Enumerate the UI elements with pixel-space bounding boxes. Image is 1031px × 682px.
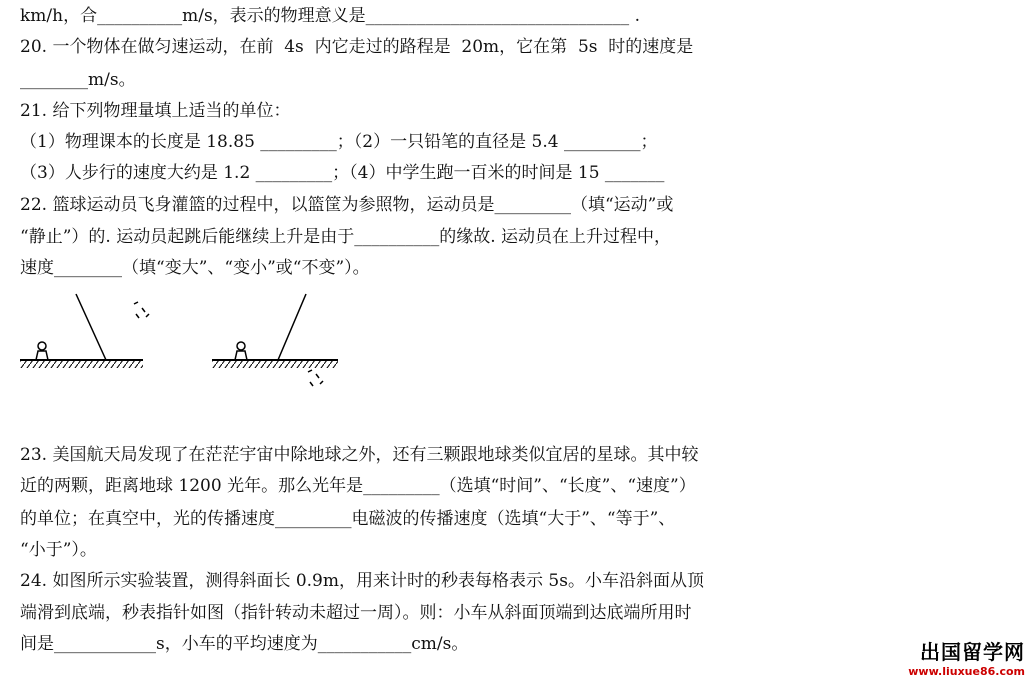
text-line: 24. 如图所示实验装置，测得斜面长 0.9m，用来计时的秒表每格表示 5s。小车沿斜面从顶 <box>20 571 704 591</box>
text-line: 20. 一个物体在做匀速运动，在前 4s 内它走过的路程是 20m，它在第 5s 时的速度是 <box>20 37 694 57</box>
cart-icon <box>235 342 247 360</box>
text-line: “静止”）的. 运动员起跳后能继续上升是由于__________的缘故. 运动员在上升过程中， <box>20 227 671 247</box>
text-line: 22. 篮球运动员飞身灌篮的过程中，以篮筐为参照物，运动员是_________（填“运动”或 <box>20 195 674 215</box>
ramp-line <box>278 294 306 360</box>
text-line: 速度________（填“变大”、“变小”或“不变”）。 <box>20 258 370 278</box>
watermark-logo: 出国留学网 <box>920 640 1025 664</box>
ball-fragments-icon <box>134 302 149 318</box>
site-watermark <box>908 636 1025 678</box>
text-line: 端滑到底端，秒表指针如图（指针转动未超过一周）。则：小车从斜面顶端到达底端所用时 <box>20 603 692 623</box>
text-line: （3）人步行的速度大约是 1.2 _________；（4）中学生跑一百米的时间是 15 _______ <box>20 163 665 183</box>
cart-icon <box>36 342 48 360</box>
text-line: 21. 给下列物理量填上适当的单位： <box>20 101 291 121</box>
text-line: 的单位；在真空中，光的传播速度_________电磁波的传播速度（选填“大于”、“等于”、 <box>20 509 676 529</box>
ground-hatch <box>212 361 338 368</box>
text-line: 近的两颗，距离地球 1200 光年。那么光年是_________（选填“时间”、“长度”、“速度”） <box>20 476 696 496</box>
left-scene <box>20 294 149 368</box>
ground-hatch <box>20 361 143 368</box>
text-line: ________m/s。 <box>20 70 136 90</box>
incline-diagram <box>18 292 348 392</box>
ramp-line <box>76 294 106 360</box>
text-line: 23. 美国航天局发现了在茫茫宇宙中除地球之外，还有三颗跟地球类似宜居的星球。其中较 <box>20 445 699 465</box>
text-line: “小于”）。 <box>20 540 97 560</box>
text-line: km/h，合__________m/s，表示的物理意义是_______________________________ . <box>20 6 640 26</box>
ball-fragments-icon <box>308 370 323 386</box>
watermark-url: www.liuxue86.com <box>908 665 1025 678</box>
text-line: 间是____________s，小车的平均速度为___________cm/s。 <box>20 634 469 654</box>
text-line: （1）物理课本的长度是 18.85 _________；（2）一只铅笔的直径是 5.4 _________； <box>20 132 658 152</box>
right-scene <box>212 294 338 386</box>
experiment-figure <box>18 292 348 396</box>
